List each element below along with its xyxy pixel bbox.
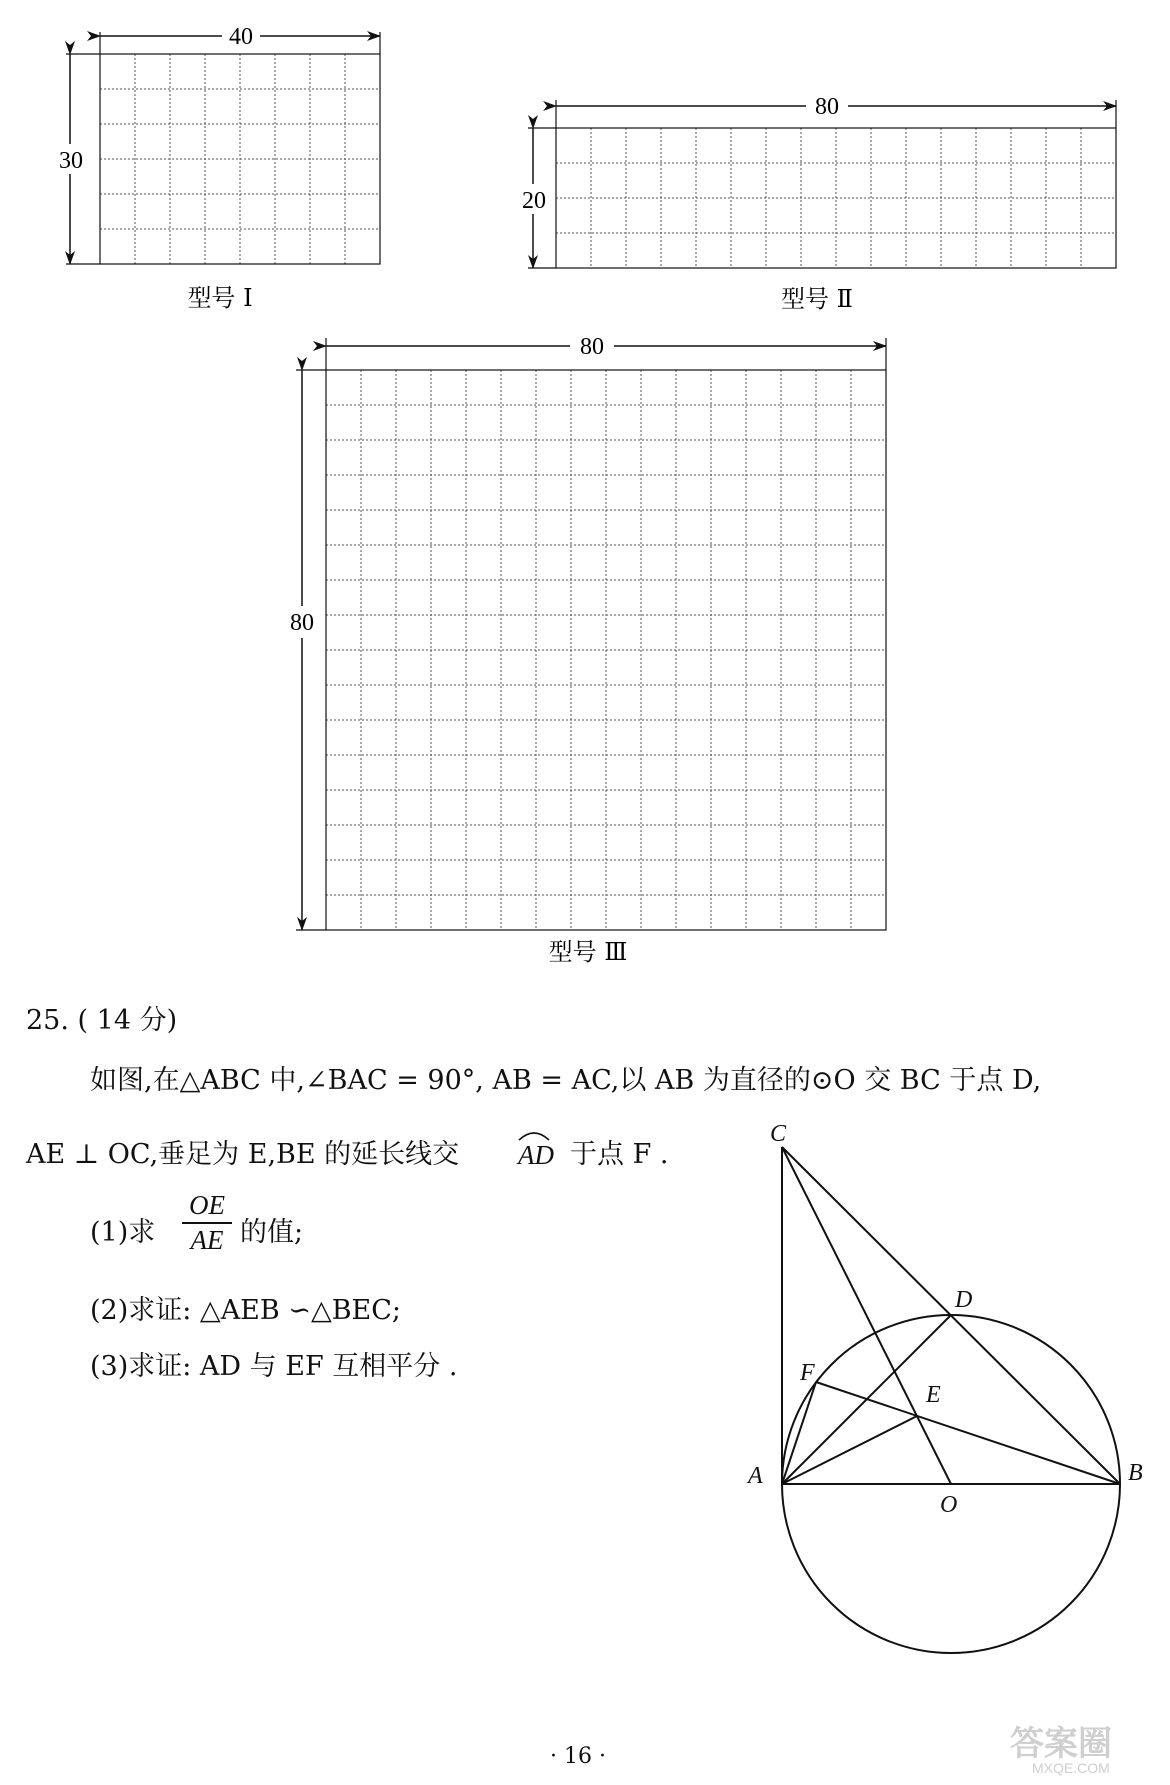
question-intro-line2-post: 于点 F . (570, 1139, 669, 1170)
page-number: · 16 · (550, 1744, 606, 1769)
width-label: 80 (815, 94, 839, 120)
grid-model-2 (515, 90, 1116, 313)
label-d: D (955, 1287, 973, 1313)
question-intro-line2-pre: AE ⊥ OC,垂足为 E,BE 的延长线交 (26, 1139, 460, 1170)
part2-text: (2)求证: △AEB ∽△BEC; (90, 1295, 402, 1326)
height-label: 20 (522, 188, 546, 214)
label-c: C (770, 1121, 787, 1147)
width-label: 40 (229, 24, 253, 50)
grid-model-1 (52, 22, 380, 312)
segment-oc (782, 1147, 951, 1484)
model-label: 型号 Ⅰ (187, 284, 253, 312)
watermark-url: MXQE.COM (1032, 1760, 1110, 1776)
part1-prefix: (1)求 (90, 1217, 156, 1248)
label-o: O (940, 1492, 958, 1518)
grid-model-3 (282, 330, 886, 966)
question-number: 25. ( 14 分) (26, 1005, 178, 1036)
geometry-figure (782, 1147, 1120, 1653)
label-e: E (926, 1382, 941, 1408)
question-intro-line1: 如图,在△ABC 中,∠BAC = 90°, AB = AC,以 AB 为直径的⊙O 交 BC 于点 D, (90, 1065, 1042, 1096)
label-b: B (1128, 1460, 1143, 1486)
fraction-numerator: OE (182, 1190, 232, 1224)
part3-text: (3)求证: AD 与 EF 互相平分 . (90, 1351, 458, 1382)
segment-fb (816, 1382, 1120, 1484)
model-label: 型号 Ⅲ (548, 938, 628, 966)
arc-ad-label: AD (518, 1140, 554, 1170)
height-label: 30 (59, 148, 83, 174)
watermark-logo: 答案圈 (1010, 1725, 1112, 1763)
fraction-oe-ae (182, 1190, 232, 1256)
label-a: A (748, 1463, 763, 1489)
model-label: 型号 Ⅱ (781, 285, 853, 313)
fraction-denominator: AE (190, 1225, 224, 1255)
width-label: 80 (580, 334, 604, 360)
label-f: F (800, 1360, 815, 1386)
part1-suffix: 的值; (240, 1217, 304, 1248)
height-label: 80 (290, 610, 314, 636)
